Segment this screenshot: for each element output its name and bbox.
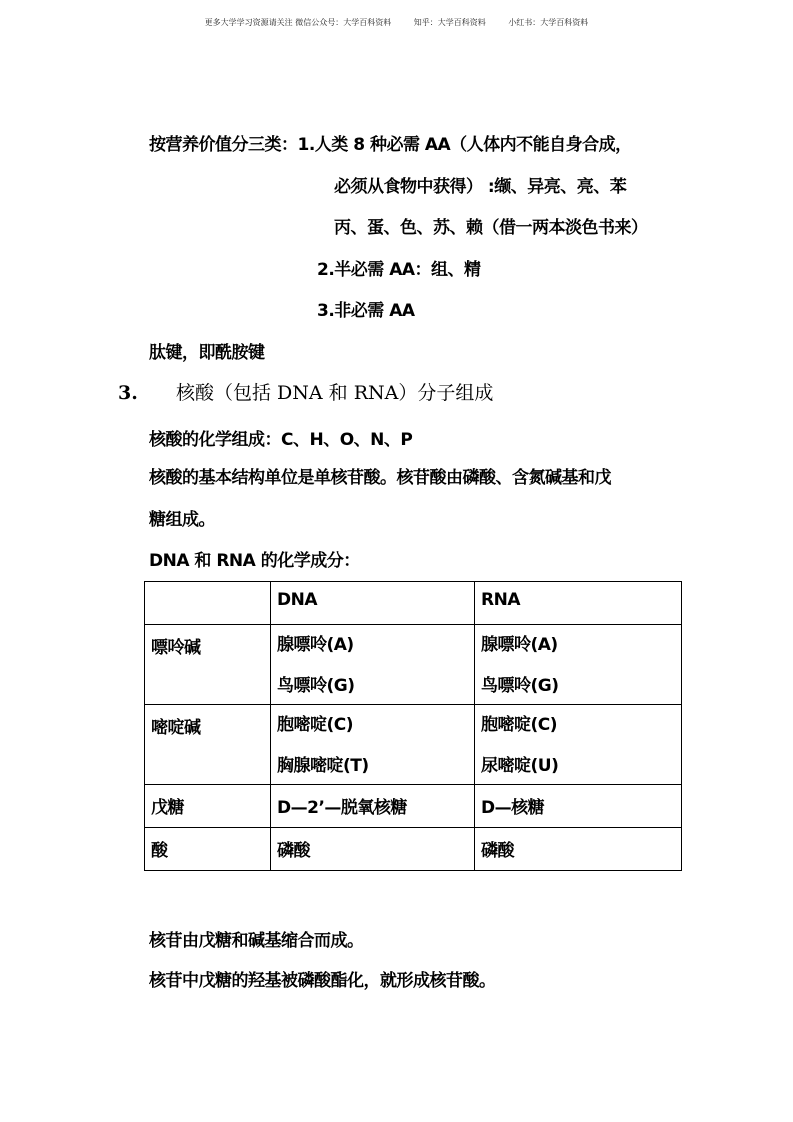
table-header-row	[145, 582, 682, 625]
table-row	[145, 625, 682, 705]
nucleotide-line: 核苷中戊糖的羟基被磷酸酯化，就形成核苷酸。	[149, 971, 496, 991]
cell-line: 腺嘌呤(A)	[277, 635, 354, 655]
rna-pentose-cell: D—核糖	[475, 785, 682, 828]
row-label-pentose: 戊糖	[145, 785, 271, 828]
header-zhihu: 知乎：大学百科资料	[413, 18, 486, 27]
dna-rna-composition-table	[144, 581, 682, 871]
table-caption: DNA 和 RNA 的化学成分：	[149, 551, 360, 571]
table-row	[145, 785, 682, 828]
cell-line: 尿嘧啶(U)	[481, 756, 559, 776]
dna-acid-cell: 磷酸	[271, 828, 475, 871]
classification-line-1: 按营养价值分三类：1.人类 8 种必需 AA（人体内不能自身合成，	[149, 135, 632, 155]
header-wechat: 更多大学学习资源请关注 微信公众号：大学百科资料	[204, 18, 392, 27]
nucleoside-line: 核苷由戊糖和碱基缩合而成。	[149, 931, 364, 951]
classification-line-5: 3.非必需 AA	[317, 301, 415, 321]
cell-line: 胞嘧啶(C)	[277, 715, 354, 735]
cell-line: 鸟嘌呤(G)	[481, 676, 559, 696]
row-label-acid: 酸	[145, 828, 271, 871]
peptide-bond-line: 肽键，即酰胺键	[149, 343, 265, 363]
rna-purine-cell	[475, 625, 682, 705]
rna-pyrimidine-cell	[475, 705, 682, 785]
structure-unit-line-2: 糖组成。	[149, 510, 215, 530]
header-xiaohongshu: 小红书：大学百科资料	[508, 18, 589, 27]
rna-acid-cell: 磷酸	[475, 828, 682, 871]
chemical-composition-line: 核酸的化学组成：C、H、O、N、P	[149, 430, 413, 450]
section-heading	[118, 378, 493, 405]
classification-line-3: 丙、蛋、色、苏、赖（借一两本淡色书来）	[334, 218, 648, 238]
section-number: 3.	[118, 382, 138, 404]
table-row	[145, 828, 682, 871]
table-row	[145, 705, 682, 785]
cell-line: 胸腺嘧啶(T)	[277, 756, 369, 776]
cell-line: 鸟嘌呤(G)	[277, 676, 355, 696]
header-cell-rna: RNA	[475, 582, 682, 625]
page-header	[0, 17, 793, 28]
dna-purine-cell	[271, 625, 475, 705]
header-cell-dna: DNA	[271, 582, 475, 625]
cell-line: 腺嘌呤(A)	[481, 635, 558, 655]
classification-line-2: 必须从食物中获得） :缬、异亮、亮、苯	[334, 177, 627, 197]
header-cell-empty	[145, 582, 271, 625]
row-label-pyrimidine: 嘧啶碱	[145, 705, 271, 785]
section-title: 核酸（包括 DNA 和 RNA）分子组成	[176, 382, 494, 404]
classification-line-4: 2.半必需 AA：组、精	[317, 260, 481, 280]
cell-line: 胞嘧啶(C)	[481, 715, 558, 735]
row-label-purine: 嘌呤碱	[145, 625, 271, 705]
dna-pyrimidine-cell	[271, 705, 475, 785]
structure-unit-line-1: 核酸的基本结构单位是单核苷酸。核苷酸由磷酸、含氮碱基和戊	[149, 468, 611, 488]
dna-pentose-cell: D—2’—脱氧核糖	[271, 785, 475, 828]
